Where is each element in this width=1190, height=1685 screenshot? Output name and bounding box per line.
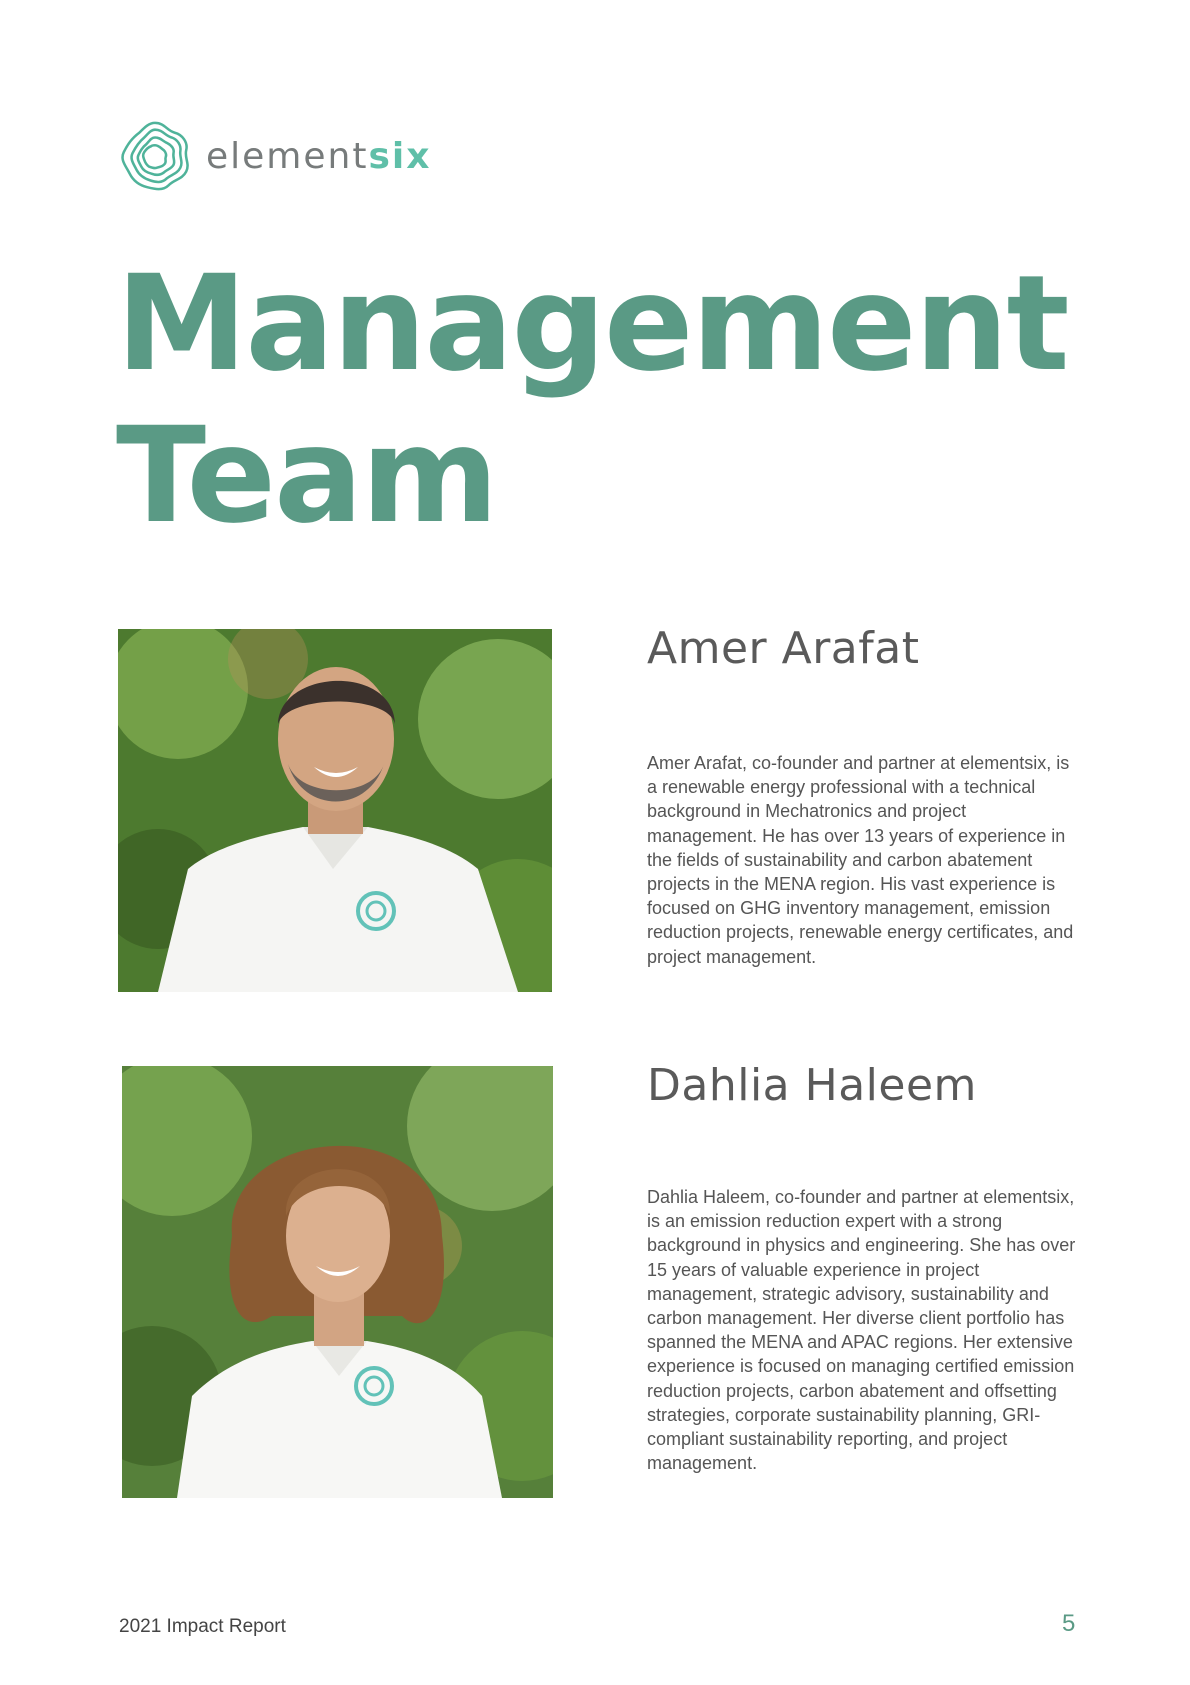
member-bio: Dahlia Haleem, co-founder and partner at elementsix, is an emission reduction expert with a strong background in physics and engineering. She has over 15 years of valuable experience in project management, strategic advisory, sustainability and carbon management. Her diverse client portfolio has spanned the MENA and APAC regions. Her extensive experience is focused on managing certified emission reduction projects, carbon abatement and offsetting strategies, corporate sustainability planning, GRI-compliant sustainability reporting, and project management.: [647, 1187, 1076, 1474]
member-name: Dahlia Haleem: [647, 1060, 977, 1111]
layered-hexagon-flower-icon: [116, 117, 194, 195]
page-title-line2: Team: [116, 399, 497, 553]
brand-wordmark-bold: six: [368, 135, 432, 177]
page-title-line1: Management: [116, 247, 1068, 401]
brand-wordmark: [206, 136, 431, 177]
footer-report-label: 2021 Impact Report: [119, 1616, 286, 1637]
page-number: 5: [1062, 1610, 1076, 1637]
brand-logo: [116, 116, 431, 196]
member-bio: Amer Arafat, co-founder and partner at elementsix, is a renewable energy professional with a technical background in Mechatronics and project management. He has over 13 years of experience in the fields of sustainability and carbon abatement projects in the MENA region. His vast experience is focused on GHG inventory management, emission reduction projects, renewable energy certificates, and project management.: [647, 753, 1074, 967]
member-name: Amer Arafat: [647, 623, 920, 674]
member-photo-dahlia-haleem: [122, 1066, 553, 1498]
brand-wordmark-light: element: [206, 135, 369, 177]
page-title: [116, 248, 1068, 552]
member-photo-amer-arafat: [118, 629, 552, 992]
